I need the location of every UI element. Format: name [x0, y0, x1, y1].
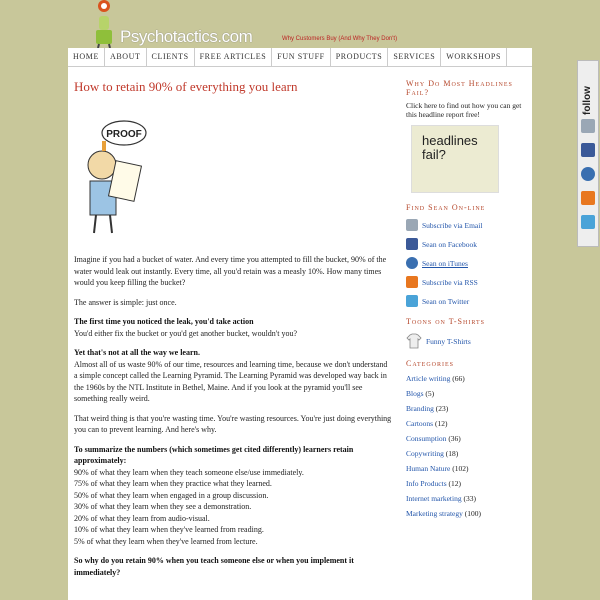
paragraph: You'd either fix the bucket or you'd get another bucket, wouldn't you?: [74, 328, 298, 338]
nav-home[interactable]: HOME: [68, 48, 105, 66]
category-link[interactable]: Marketing strategy: [406, 509, 463, 518]
list-item: [406, 374, 528, 383]
list-item: [406, 464, 528, 473]
social-itunes[interactable]: [406, 257, 528, 269]
nav-products[interactable]: PRODUCTS: [331, 48, 389, 66]
paragraph: The answer is simple: just once.: [74, 297, 177, 307]
rss-icon: [406, 276, 418, 288]
social-link[interactable]: Sean on Twitter: [422, 296, 470, 306]
nav-services[interactable]: SERVICES: [388, 48, 441, 66]
list-item: [406, 419, 528, 428]
category-count: (102): [452, 464, 469, 473]
tshirts: [406, 317, 528, 349]
list-item: [406, 449, 528, 458]
social-rss[interactable]: [406, 276, 528, 288]
categories: [406, 359, 528, 518]
list-item: 50% of what they learn when engaged in a group discussion.: [74, 490, 269, 500]
social-link[interactable]: Subscribe via Email: [422, 220, 483, 230]
rss-icon[interactable]: [581, 191, 595, 205]
article-body: [74, 254, 392, 578]
social-link[interactable]: Sean on Facebook: [422, 239, 477, 249]
category-count: (33): [463, 494, 476, 503]
category-count: (18): [445, 449, 459, 458]
headlines-title: Why Do Most Headlines Fail?: [406, 79, 513, 97]
subheading: Yet that's not at all the way we learn.: [74, 348, 200, 357]
tshirt-link[interactable]: Funny T-Shirts: [426, 336, 471, 346]
article: [74, 79, 392, 577]
social-twitter[interactable]: [406, 295, 528, 307]
itunes-icon[interactable]: [581, 167, 595, 181]
headlines-report-image[interactable]: [411, 125, 499, 193]
article-title[interactable]: How to retain 90% of everything you learn: [74, 79, 298, 94]
main-nav: [68, 48, 532, 67]
mascot-logo-icon: [86, 0, 120, 48]
category-count: (5): [425, 389, 435, 398]
page-content: [68, 67, 532, 600]
category-link[interactable]: Human Nature: [406, 464, 451, 473]
nav-fun-stuff[interactable]: FUN STUFF: [272, 48, 330, 66]
nav-workshops[interactable]: WORKSHOPS: [441, 48, 507, 66]
category-count: (12): [448, 479, 461, 488]
category-list: [406, 374, 528, 518]
email-icon[interactable]: [581, 119, 595, 133]
category-link[interactable]: Internet marketing: [406, 494, 462, 503]
categories-title: Categories: [406, 359, 455, 368]
list-item: 75% of what they learn when they practice what they learned.: [74, 479, 272, 488]
category-count: (12): [434, 419, 448, 428]
itunes-icon: [406, 257, 418, 269]
find-sean: [406, 203, 528, 307]
list-item: 5% of what they learn when they've learned from lecture.: [74, 536, 258, 546]
list-item: [406, 494, 528, 503]
category-count: (23): [435, 404, 449, 413]
sidebar: [406, 79, 528, 528]
retention-list: [74, 467, 392, 548]
site-logo[interactable]: Psychotactics.com: [120, 27, 253, 46]
tshirt-link-row[interactable]: [406, 333, 528, 349]
tshirt-title: Toons on T-Shirts: [406, 317, 485, 326]
category-link[interactable]: Article writing: [406, 374, 451, 383]
subheading: To summarize the numbers (which sometimes get cited differently) learners retain approximately:: [74, 444, 354, 465]
social-link[interactable]: Subscribe via RSS: [422, 277, 478, 287]
twitter-icon: [406, 295, 418, 307]
social-link[interactable]: Sean on iTunes: [422, 258, 468, 268]
social-facebook[interactable]: [406, 238, 528, 250]
follow-bar: [577, 60, 599, 247]
site-header: [68, 0, 532, 48]
list-item: [406, 389, 528, 398]
facebook-icon: [406, 238, 418, 250]
category-count: (66): [452, 374, 465, 383]
headlines-promo: [406, 79, 528, 193]
category-link[interactable]: Blogs: [406, 389, 424, 398]
twitter-icon[interactable]: [581, 215, 595, 229]
list-item: [406, 509, 528, 518]
category-count: (100): [464, 509, 481, 518]
list-item: 90% of what they learn when they teach someone else/use immediately.: [74, 467, 304, 477]
headlines-text[interactable]: Click here to find out how you can get this headline report free!: [406, 101, 522, 119]
category-link[interactable]: Copywriting: [406, 449, 444, 458]
list-item: [406, 479, 528, 488]
social-email[interactable]: [406, 219, 528, 231]
paragraph: Imagine if you had a bucket of water. And every time you attempted to fill the bucket, 90% of the water would leak out instantly. Every time, all you'd retain was a measly 10%. How many times would you keep filling the bucket?: [74, 255, 387, 287]
list-item: 30% of what they learn when they see a demonstration.: [74, 502, 252, 511]
list-item: 20% of what they learn from audio-visual.: [74, 513, 210, 523]
paragraph: That weird thing is that you're wasting time. You're wasting resources. You're just doing everything you can to prevent learning. And here's why.: [74, 413, 392, 434]
list-item: [406, 434, 528, 443]
email-icon: [406, 219, 418, 231]
nav-about[interactable]: ABOUT: [105, 48, 147, 66]
proof-cartoon-image: [78, 117, 150, 237]
category-count: (36): [448, 434, 461, 443]
nav-clients[interactable]: CLIENTS: [147, 48, 195, 66]
headlines-image-text: headlines fail?: [422, 133, 478, 162]
proof-cartoon-label: PROOF: [106, 129, 142, 140]
tshirt-icon: [406, 333, 422, 349]
list-item: [406, 404, 528, 413]
follow-label: follow: [582, 86, 593, 115]
category-link[interactable]: Consumption: [406, 434, 447, 443]
site-tagline: Why Customers Buy (And Why They Don't): [282, 36, 398, 42]
category-link[interactable]: Cartoons: [406, 419, 434, 428]
nav-free-articles[interactable]: FREE ARTICLES: [195, 48, 273, 66]
paragraph: Almost all of us waste 90% of our time, resources and learning time, because we don't understand a simple concept called the Learning Pyramid. The Learning Pyramid was developed way back in the 1960s by the NTL Institute in Bethel, Maine. And if you look at the pyramid you'll see something really weird.: [74, 359, 388, 403]
facebook-icon[interactable]: [581, 143, 595, 157]
find-sean-title: Find Sean On-line: [406, 203, 486, 212]
category-link[interactable]: Info Products: [406, 479, 447, 488]
subheading: So why do you retain 90% when you teach someone else or when you implement it immediately?: [74, 556, 354, 577]
subheading: The first time you noticed the leak, you'd take action: [74, 317, 254, 326]
category-link[interactable]: Branding: [406, 404, 434, 413]
list-item: 10% of what they learn when they've learned from reading.: [74, 525, 264, 534]
